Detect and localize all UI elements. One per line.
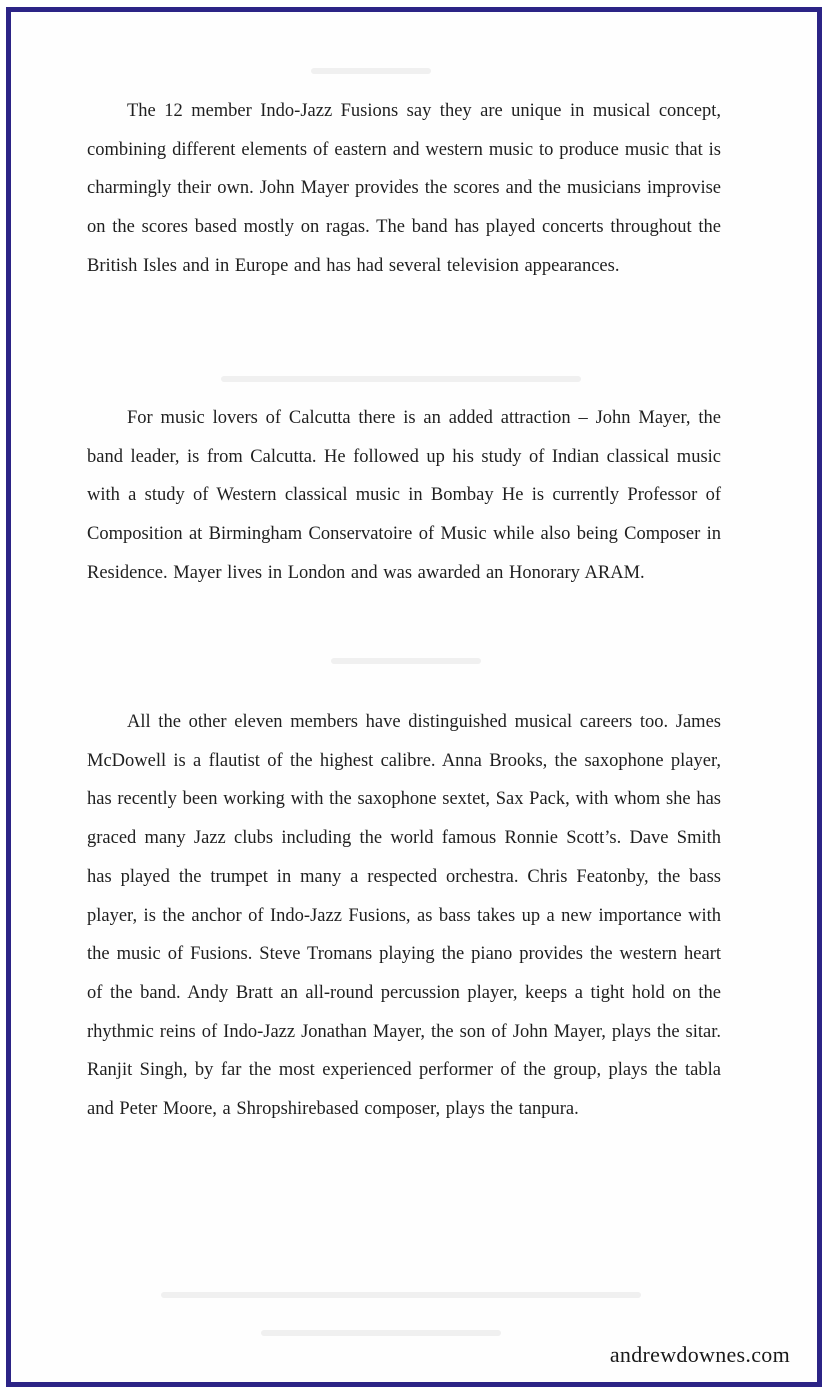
bleed-through-mark [261,1330,501,1336]
bleed-through-mark [161,1292,641,1298]
bleed-through-mark [331,658,481,664]
paragraph-intro: The 12 member Indo-Jazz Fusions say they are unique in musical concept, combining different elements of eastern and western music to produce music that is charmingly their own. John Mayer provides the scores and the musicians improvise on the scores based mostly on ragas. The band has played concerts throughout the British Isles and in Europe and has had several television appearances. [87,101,721,276]
paragraph-john-mayer: For music lovers of Calcutta there is an added attraction – John Mayer, the band leader, is from Calcutta. He followed up his study of Indian classical music with a study of Western classical music in Bombay He is currently Professor of Composition at Birmingham Conservatoire of Music while also being Composer in Residence. Mayer lives in London and was awarded an Honorary ARAM. [87,408,721,583]
bleed-through-mark [311,68,431,74]
paragraph-band-members: All the other eleven members have distinguished musical careers too. James McDowell is a flautist of the highest calibre. Anna Brooks, the saxophone player, has recently been working with the saxophone sextet, Sax Pack, with whom she has graced many Jazz clubs including the world famous Ronnie Scott’s. Dave Smith has played the trumpet in many a respected orchestra. Chris Featonby, the bass player, is the anchor of Indo-Jazz Fusions, as bass takes up a new importance with the music of Fusions. Steve Tromans playing the piano provides the western heart of the band. Andy Bratt an all-round percussion player, keeps a tight hold on the rhythmic reins of Indo-Jazz Jonathan Mayer, the son of John Mayer, plays the sitar. Ranjit Singh, by far the most experienced performer of the group, plays the tabla and Peter Moore, a Shropshirebased composer, plays the tanpura. [87,712,721,1120]
bleed-through-mark [221,376,581,382]
website-watermark: andrewdownes.com [609,1342,790,1367]
